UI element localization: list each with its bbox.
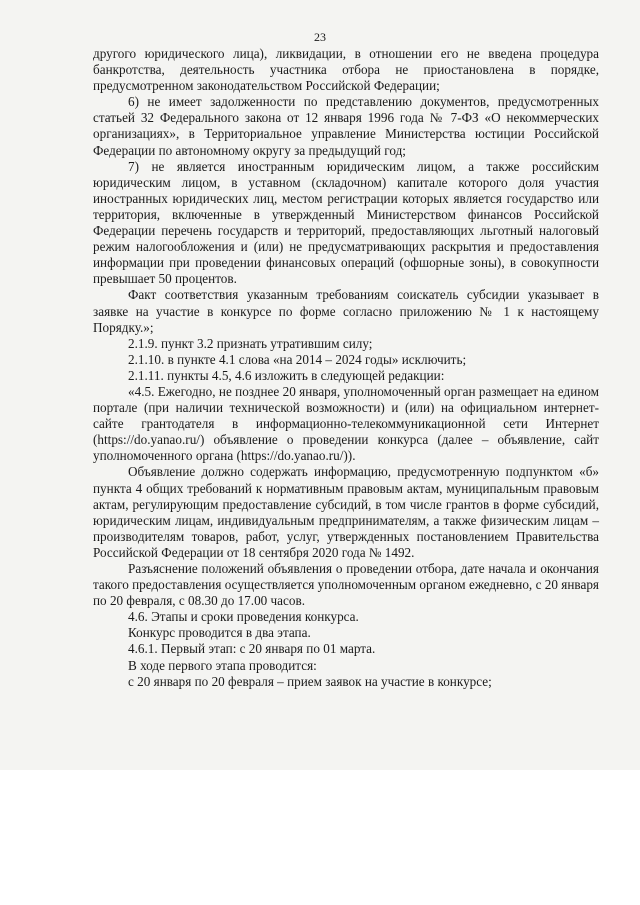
paragraph: другого юридического лица), ликвидации, в отношении его не введена процедура банкротства, деятельность участника отбора не приостановлена в порядке, предусмотренном законодательством Российской Федерации;	[93, 46, 599, 94]
paragraph: с 20 января по 20 февраля – прием заявок на участие в конкурсе;	[128, 673, 492, 689]
paragraph: Факт соответствия указанным требованиям соискатель субсидии указывает в заявке на участие в конкурсе по форме согласно приложению № 1 к настоящему Порядку.»;	[93, 287, 599, 335]
paragraph: 4.6. Этапы и сроки проведения конкурса.	[128, 609, 359, 625]
paragraph: 6) не имеет задолженности по представлению документов, предусмотренных статьей 32 Федерального закона от 12 января 1996 года № 7-ФЗ «О некоммерческих организациях», в Территориальное управление Министерства юстиции Российской Федерации по автономному округу за предыдущий год;	[93, 94, 599, 158]
blank-margin	[0, 770, 640, 905]
document-body	[93, 46, 599, 690]
paragraph: 2.1.10. в пункте 4.1 слова «на 2014 – 2024 годы» исключить;	[128, 351, 467, 367]
paragraph: В ходе первого этапа проводится:	[128, 657, 317, 673]
paragraph: 4.6.1. Первый этап: с 20 января по 01 марта.	[128, 641, 376, 657]
paragraph: 2.1.9. пункт 3.2 признать утратившим силу;	[128, 335, 373, 351]
page-number: 23	[314, 30, 326, 44]
paragraph: Разъяснение положений объявления о проведении отбора, дате начала и окончания такого предоставления осуществляется уполномоченным органом ежедневно, с 20 января по 20 февраля, с 08.30 до 17.00 часов.	[93, 561, 599, 609]
paragraph: Конкурс проводится в два этапа.	[128, 625, 311, 641]
paragraph: Объявление должно содержать информацию, предусмотренную подпунктом «б» пункта 4 общих требований к нормативным правовым актам, муниципальным правовым актам, регулирующим предоставление субсидий, в том числе грантов в форме субсидий, юридическим лицам, индивидуальным предпринимателям, а также физическим лицам – производителям товаров, работ, услуг, утвержденных постановлением Правительства Российской Федерации от 18 сентября 2020 года № 1492.	[93, 464, 599, 560]
paragraph: «4.5. Ежегодно, не позднее 20 января, уполномоченный орган размещает на едином портале (при наличии технической возможности) и (или) на официальном интернет-сайте грантодателя в информационно-телекоммуникационной сети Интернет (https://do.yanao.ru/) объявление о проведении конкурса (далее – объявление, сайт уполномоченного органа (https://do.yanao.ru/)).	[93, 383, 599, 464]
paragraph: 7) не является иностранным юридическим лицом, а также российским юридическим лицом, в уставном (складочном) капитале которого доля участия иностранных юридических лиц, местом регистрации которых является государство или территория, включенные в утвержденный Министерством финансов Российской Федерации перечень государств и территорий, предоставляющих льготный налоговый режим налогообложения и (или) не предусматривающих раскрытия и предоставления информации при проведении финансовых операций (офшорные зоны), в совокупности превышает 50 процентов.	[93, 158, 599, 287]
paragraph: 2.1.11. пункты 4.5, 4.6 изложить в следующей редакции:	[128, 367, 445, 383]
